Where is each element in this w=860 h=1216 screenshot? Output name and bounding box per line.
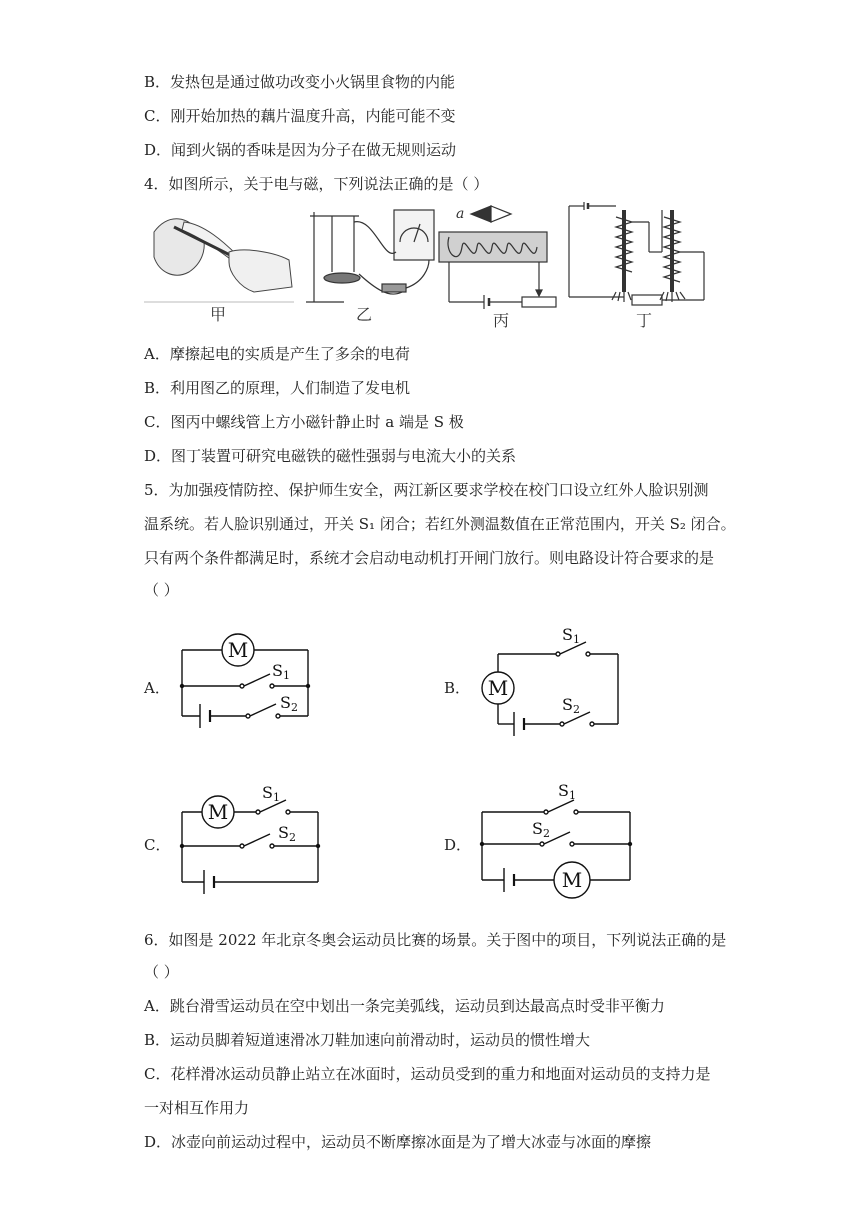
- q4-option-c: C．图丙中螺线管上方小磁针静止时 a 端是 S 极: [144, 413, 464, 431]
- figure-label-jia: 甲: [209, 305, 227, 324]
- motor-label-b: M: [487, 676, 509, 700]
- needle-end-label: a: [456, 206, 465, 222]
- s1-label-d: S1: [558, 781, 576, 802]
- motor-label-d: M: [561, 868, 583, 892]
- q6-option-c-line1: C．花样滑冰运动员静止站立在冰面时，运动员受到的重力和地面对运动员的支持力是: [144, 1065, 711, 1083]
- q6-stem-line1: 6．如图是 2022 年北京冬奥会运动员比赛的场景。关于图中的项目，下列说法正确的是: [144, 931, 727, 949]
- q6-option-b: B．运动员脚着短道速滑冰刀鞋加速向前滑动时，运动员的惯性增大: [144, 1031, 591, 1049]
- s2-label-d: S2: [532, 819, 550, 840]
- q4-option-b: B．利用图乙的原理，人们制造了发电机: [144, 379, 411, 397]
- q5-stem-line1: 5．为加强疫情防控、保护师生安全，两江新区要求学校在校门口设立红外人脸识别测: [144, 481, 709, 499]
- figure-jia-rubbing: [144, 219, 294, 302]
- q5-option-c-label: C．: [144, 836, 171, 854]
- figure-ding-electromagnets: [569, 202, 704, 305]
- s1-label-c: S1: [262, 783, 280, 804]
- s1-label-b: S1: [562, 625, 580, 646]
- figure-label-yi: 乙: [355, 305, 373, 324]
- figure-yi-generator: [306, 210, 434, 302]
- q6-option-a: A．跳台滑雪运动员在空中划出一条完美弧线，运动员到达最高点时受非平衡力: [144, 997, 665, 1015]
- q4-figure: [144, 202, 714, 330]
- circuit-b: [474, 620, 634, 750]
- q5-option-d-label: D．: [444, 836, 472, 854]
- s2-label-a: S2: [280, 693, 298, 714]
- q5-option-b-label: B．: [444, 679, 471, 697]
- circuit-c: [174, 778, 334, 898]
- figure-label-ding: 丁: [635, 311, 653, 330]
- q6-option-c-line2: 一对相互作用力: [144, 1099, 250, 1117]
- motor-label-c: M: [207, 800, 229, 824]
- s1-label-a: S1: [272, 661, 290, 682]
- q5-stem-line3: 只有两个条件都满足时，系统才会启动电动机打开闸门放行。则电路设计符合要求的是: [144, 549, 715, 567]
- circuit-d: [474, 776, 639, 901]
- q4-option-a: A．摩擦起电的实质是产生了多余的电荷: [144, 345, 410, 363]
- q3-option-b: B．发热包是通过做功改变小火锅里食物的内能: [144, 73, 456, 91]
- q6-stem-line2: （ ）: [144, 963, 179, 981]
- circuit-a: [174, 628, 324, 743]
- q5-option-a-label: A．: [144, 679, 170, 697]
- s2-label-c: S2: [278, 823, 296, 844]
- q5-stem-line2: 温系统。若人脸识别通过，开关 S₁ 闭合；若红外测温数值在正常范围内，开关 S₂ 闭合。: [144, 515, 736, 533]
- q5-stem-line4: （ ）: [144, 581, 179, 599]
- q3-option-c: C．刚开始加热的藕片温度升高，内能可能不变: [144, 107, 456, 125]
- q4-stem: 4．如图所示，关于电与磁，下列说法正确的是（ ）: [144, 175, 489, 193]
- q6-option-d: D．冰壶向前运动过程中，运动员不断摩擦冰面是为了增大冰壶与冰面的摩擦: [144, 1133, 652, 1151]
- motor-label-a: M: [227, 638, 249, 662]
- s2-label-b: S2: [562, 695, 580, 716]
- q3-option-d: D．闻到火锅的香味是因为分子在做无规则运动: [144, 141, 457, 159]
- figure-label-bing: 丙: [492, 311, 510, 330]
- q4-option-d: D．图丁装置可研究电磁铁的磁性强弱与电流大小的关系: [144, 447, 517, 465]
